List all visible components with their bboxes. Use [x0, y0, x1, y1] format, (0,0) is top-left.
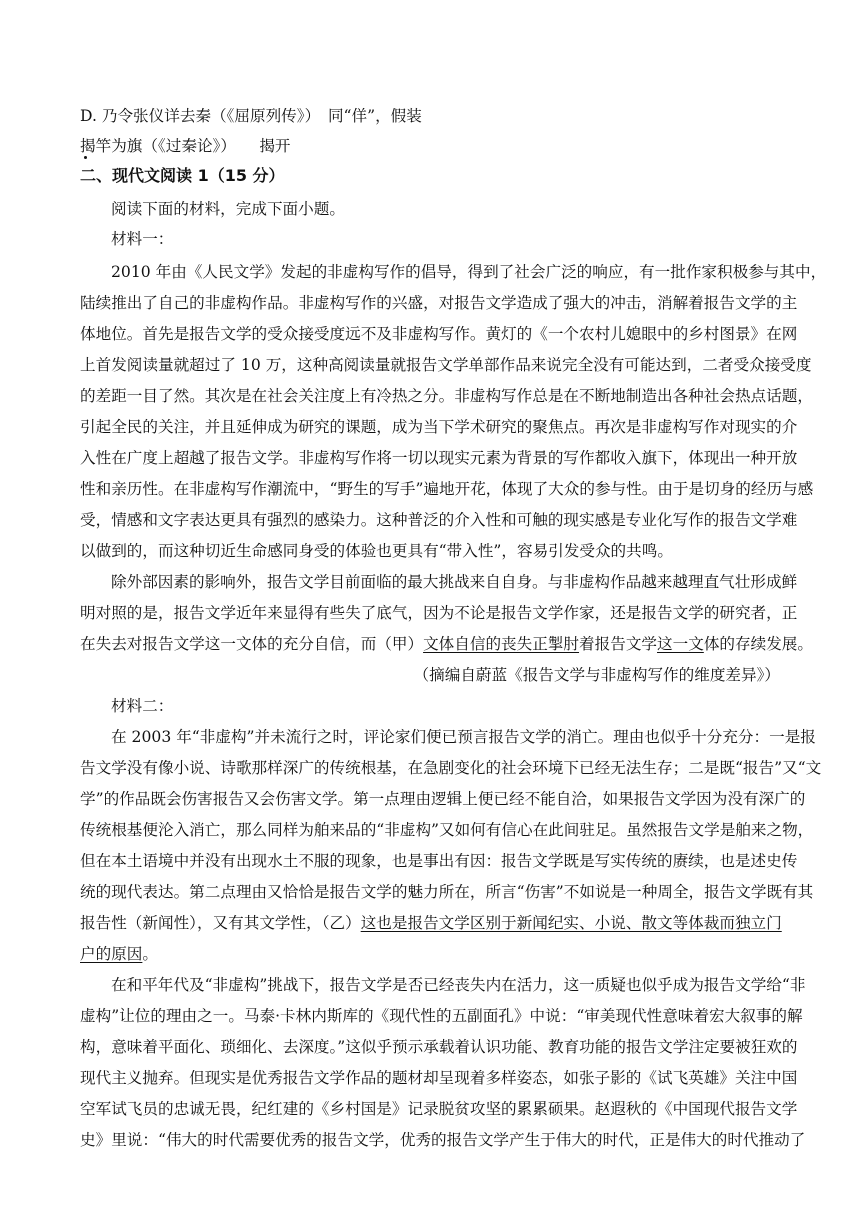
section-heading: 二、现代文阅读 1（15 分） — [80, 166, 285, 185]
text-segment: 。 — [142, 945, 158, 963]
option-d-line-1: D. 乃令张仪详去秦（《屈原列传》） 同“佯”，假装 — [80, 107, 422, 125]
material-2-p2-line: 空军试飞员的忠诚无畏，纪红建的《乡村国是》记录脱贫攻坚的累累硕果。赵遐秋的《中国现代报告文学 — [80, 1100, 798, 1118]
material-2-p2-line: 现代主义抛弃。但现实是优秀报告文学作品的题材却呈现着多样姿态，如张子影的《试飞英雄》关注中国 — [80, 1069, 798, 1087]
material-2-line — [80, 944, 792, 964]
material-1-line: 2010 年由《人民文学》发起的非虚构写作的倡导，得到了社会广泛的响应，有一批作家积极参与其中， — [111, 263, 827, 281]
material-1-line: 体地位。首先是报告文学的受众接受度远不及非虚构写作。黄灯的《一个农村儿媳眼中的乡村图景》在网 — [80, 325, 798, 343]
text-segment: 报告性（新闻性），又有其文学性，（乙） — [80, 914, 361, 932]
material-2-line: 但在本土语境中并没有出现水土不服的现象，也是事出有因：报告文学既是写实传统的赓续，也是述史传 — [80, 852, 798, 870]
material-1-label: 材料一： — [111, 230, 174, 248]
material-1-source: （摘编自蔚蓝《报告文学与非虚构写作的维度差异》） — [413, 666, 780, 684]
material-2-line: 在 2003 年“非虚构”并未流行之时，评论家们便已预言报告文学的消亡。理由也似乎十分充分：一是报 — [111, 728, 816, 746]
underlined-phrase-yi: 这也是报告文学区别于新闻纪实、小说、散文等体裁而独立门 — [360, 914, 782, 932]
underlined-phrase: 这一文 — [657, 635, 704, 653]
text-segment: 体的存续发展。 — [703, 635, 813, 653]
material-2-p2-line: 史》里说：“伟大的时代需要优秀的报告文学，优秀的报告文学产生于伟大的时代，正是伟大的时代推动了 — [80, 1131, 806, 1149]
material-1-line: 引起全民的关注，并且延伸成为研究的课题，成为当下学术研究的聚焦点。再次是非虚构写作对现实的介 — [80, 418, 798, 436]
material-1-line: 入性在广度上超越了报告文学。非虚构写作将一切以现实元素为背景的写作都收入旗下，体现出一种开放 — [80, 449, 798, 467]
material-2-p2-line: 在和平年代及“非虚构”挑战下，报告文学是否已经丧失内在活力，这一质疑也似乎成为报告文学给“非 — [111, 976, 806, 994]
material-1-line: 性和亲历性。在非虚构写作潮流中，“野生的写手”遍地开花，体现了大众的参与性。由于是切身的经历与感 — [80, 480, 814, 498]
material-1-line: 以做到的，而这种切近生命感同身受的体验也更具有“带入性”，容易引发受众的共鸣。 — [80, 542, 673, 560]
material-2-p2-line: 构，意味着平面化、琐细化、去深度。”这似乎预示承载着认识功能、教育功能的报告文学注定要被狂欢的 — [80, 1038, 798, 1056]
text-segment: 着报告文学 — [579, 635, 658, 653]
material-1-p2-line: 除外部因素的影响外，报告文学目前面临的最大挑战来自自身。与非虚构作品越来越理直气壮形成鲜 — [111, 573, 798, 591]
material-2-line — [80, 913, 792, 933]
material-2-line: 学”的作品既会伤害报告又会伤害文学。第一点理由逻辑上便已经不能自洽，如果报告文学因为没有深广的 — [80, 790, 806, 808]
instruction: 阅读下面的材料，完成下面小题。 — [111, 200, 345, 218]
material-1-p2-last-line — [80, 634, 813, 654]
material-2-line: 告文学没有像小说、诗歌那样深广的传统根基，在急剧变化的社会环境下已经无法生存；二是既“报告”又“文 — [80, 759, 822, 777]
underlined-phrase-jia: 文体自信的丧失正掣肘 — [423, 635, 580, 653]
underlined-phrase-yi-end: 户的原因 — [80, 945, 143, 963]
material-2-line: 传统根基便沦入消亡，那么同样为舶来品的“非虚构”又如何有信心在此间驻足。虽然报告文学是舶来之物， — [80, 821, 814, 839]
material-1-line: 的差距一目了然。其次是在社会关注度上有冷热之分。非虚构写作总是在不断地制造出各种社会热点话题， — [80, 387, 813, 405]
material-2-line: 统的现代表达。第二点理由又恰恰是报告文学的魅力所在，所言“伤害”不如说是一种周全，报告文学既有其 — [80, 883, 814, 901]
material-1-line: 受，情感和文字表达更具有强烈的感染力。这种普泛的介入性和可触的现实感是专业化写作的报告文学难 — [80, 511, 798, 529]
emphasis-dot — [84, 156, 87, 159]
material-1-p2-line: 明对照的是，报告文学近年来显得有些失了底气，因为不论是报告文学作家，还是报告文学的研究者，正 — [80, 604, 798, 622]
material-1-line: 上首发阅读量就超过了 10 万，这种高阅读量就报告文学单部作品来说完全没有可能达到，二者受众接受度 — [80, 356, 812, 374]
material-1-line: 陆续推出了自己的非虚构作品。非虚构写作的兴盛，对报告文学造成了强大的冲击，消解着报告文学的主 — [80, 294, 798, 312]
option-d-line-2: 揭竿为旗（《过秦论》） 揭开 — [80, 137, 291, 155]
material-2-label: 材料二： — [111, 697, 174, 715]
material-2-p2-line: 虚构”让位的理由之一。马泰·卡林内斯库的《现代性的五副面孔》中说：“审美现代性意味着宏大叙事的解 — [80, 1007, 803, 1025]
text-segment: 在失去对报告文学这一文体的充分自信，而（甲） — [80, 635, 424, 653]
